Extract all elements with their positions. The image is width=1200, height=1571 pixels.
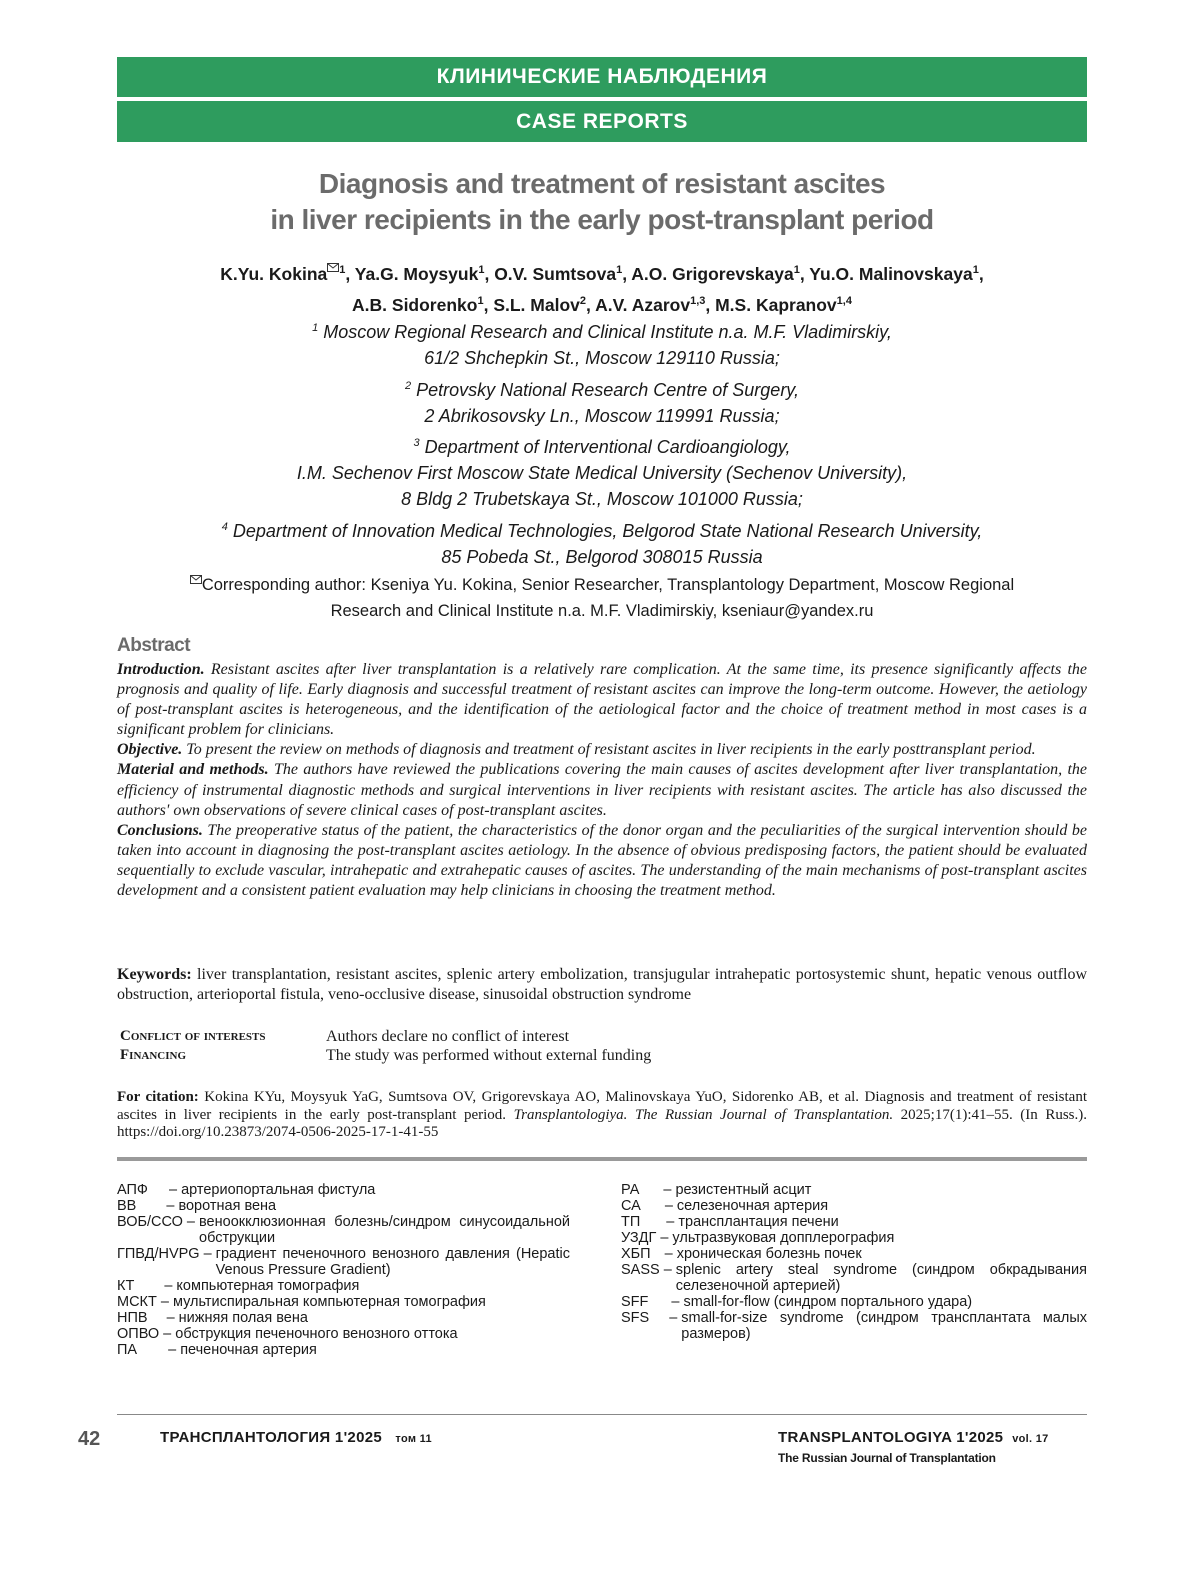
abbreviation-dash: – (186, 1214, 200, 1230)
abbreviation-item (621, 1182, 1087, 1198)
abbreviation-dash: – (166, 1198, 179, 1214)
author-name: Yu.O. Malinovskaya (809, 263, 973, 284)
abstract-heading: Abstract (117, 635, 191, 656)
abbreviation-dash: – (664, 1198, 677, 1214)
author-name: Ya.G. Moysyuk (354, 263, 479, 284)
abbreviation-item (621, 1214, 1087, 1230)
conflict-label: Conflict of interests (120, 1028, 266, 1044)
abbreviation-term: РА (621, 1182, 640, 1198)
abbreviation-item (621, 1246, 1087, 1262)
journal-volume-ru: том 11 (395, 1433, 432, 1445)
abbreviation-term: ГПВД/HVPG (117, 1246, 200, 1262)
author-name: M.S. Kapranov (715, 294, 837, 315)
abstract-label: Material and methods. (117, 761, 269, 779)
article-info (120, 1027, 651, 1065)
abbreviation-def: печеночная артерия (180, 1342, 317, 1358)
citation (117, 1089, 1087, 1142)
citation-doi: 2025;17(1):41–55. (In Russ.). https://doi.org/10.23873/2074-0506-2025-17-1-41-55 (117, 1106, 1088, 1140)
abstract-text: Resistant ascites after liver transplantation is a relatively rare complication. At the same time, its presence significantly affects the prognosis and quality of life. Early diagnosis and successful treatment of resistant ascites can improve the long-term outcome. However, the aetiology of post-transplant ascites is heterogeneous, and the identification of the aetiological factor and the choice of treatment method in most cases is a significant problem for clinicians. (117, 661, 1088, 739)
citation-journal: Transplantologiya. The Russian Journal of Transplantation. (513, 1106, 894, 1123)
affiliation-line: 61/2 Shchepkin St., Moscow 129110 Russia; (424, 348, 780, 368)
abstract-objective (117, 740, 1087, 760)
abbreviation-term: СА (621, 1198, 641, 1214)
abbreviation-term: УЗДГ (621, 1230, 657, 1246)
abbreviation-def: хроническая болезнь почек (676, 1246, 862, 1262)
abbreviation-item (117, 1246, 570, 1278)
author-sup: 1,3 (690, 294, 706, 307)
journal-volume-en: vol. 17 (1012, 1433, 1049, 1445)
abbreviations-right (621, 1182, 1087, 1342)
abbreviation-item (117, 1198, 570, 1214)
abbreviation-term: ВОБ/ССО (117, 1214, 183, 1230)
affiliation-2 (117, 373, 1087, 429)
section-title-en: CASE REPORTS (516, 110, 688, 133)
abbreviation-dash: – (168, 1182, 182, 1198)
affiliation-line: Department of Innovation Medical Technologies, Belgorod State National Research University, (232, 521, 983, 541)
abbreviation-dash: – (664, 1246, 677, 1262)
abstract-label: Introduction. (117, 661, 205, 678)
affiliation-1 (117, 315, 1087, 371)
author-sup: 1 (339, 264, 346, 276)
abstract-text: The authors have reviewed the publications covering the main causes of ascites development after liver transplantation, the efficiency of instrumental diagnostic methods and surgical interventions in liver recipients with resistant ascites. The article has also discussed the authors' own observations of severe clinical cases of post-transplant ascites. (117, 761, 1088, 819)
keywords-text: liver transplantation, resistant ascites, splenic artery embolization, transjugular intrahepatic portosystemic shunt, hepatic venous outflow obstruction, arterioportal fistula, veno-occlusive disease, sinusoidal obstruction syndrome (117, 966, 1088, 1003)
section-band-ru (117, 57, 1087, 97)
abbreviation-def: селезеночная артерия (676, 1198, 829, 1214)
keywords (117, 965, 1087, 1005)
affiliation-line: 8 Bldg 2 Trubetskaya St., Moscow 101000 Russia; (401, 489, 803, 509)
abbreviation-item (621, 1262, 1087, 1294)
abbreviation-def: обструкция печеночного венозного оттока (175, 1326, 458, 1342)
abbreviation-dash: – (663, 1182, 676, 1198)
abbreviation-def: small-for-flow (синдром портального удара) (683, 1294, 973, 1310)
journal-name-ru (160, 1429, 432, 1446)
author-sup: 1 (478, 264, 485, 276)
abbreviation-term: КТ (117, 1278, 135, 1294)
abstract-label: Conclusions. (117, 821, 203, 839)
corresponding-line-1: Corresponding author: Kseniya Yu. Kokina, Senior Researcher, Transplantology Department, Moscow Regional (201, 576, 1015, 594)
abbreviation-item (621, 1230, 1087, 1246)
abbreviation-dash: – (163, 1326, 176, 1342)
abbreviation-def: splenic artery steal syndrome (синдром обкрадывания селезеночной артерией) (675, 1262, 1087, 1294)
abbreviation-item (117, 1310, 570, 1326)
abbreviation-item (117, 1294, 570, 1310)
abbreviation-dash: – (166, 1310, 179, 1326)
author-line-1: K.Yu. Kokina $^1$, Ya.G. Moysyuk$^1$, O.V. Sumtsova$^1$, A.O. Grigorevskaya$^1$, Yu.O. Malinovskaya$^1$, (220, 263, 984, 284)
journal-title-ru: ТРАНСПЛАНТОЛОГИЯ 1'2025 (160, 1429, 383, 1446)
abbreviation-dash: – (660, 1230, 673, 1246)
affiliation-line: Moscow Regional Research and Clinical Institute n.a. M.F. Vladimirskiy, (323, 322, 892, 342)
author-sup: 1,4 (836, 294, 852, 307)
author-sup: 1 (477, 294, 484, 307)
author-name: K.Yu. Kokina (220, 263, 328, 284)
abstract-text: The preoperative status of the patient, the characteristics of the donor organ and the peculiarities of the surgical intervention should be taken into account in diagnosing the post-transplant ascites aetiology. In the absence of obvious predisposing factors, the patient should be evaluated sequentially to exclude vascular, intrahepatic and extrahepatic causes of ascites. The understanding of the main mechanisms of post-transplant ascites development and a consistent patient evaluation may help clinicians in choosing the treatment method. (117, 821, 1088, 900)
abbreviation-dash: – (666, 1214, 679, 1230)
abbreviation-item (621, 1310, 1087, 1342)
abbreviation-def: градиент печеночного венозного давления (Hepatic Venous Pressure Gradient) (215, 1246, 570, 1278)
journal-name-en (778, 1429, 1049, 1446)
abbreviation-item (117, 1326, 570, 1342)
abbreviation-def: small-for-size syndrome (синдром трансплантата малых размеров) (681, 1310, 1087, 1342)
affiliation-line: I.M. Sechenov First Moscow State Medical University (Sechenov University), (296, 463, 908, 483)
financing-row (120, 1046, 651, 1065)
abbreviation-dash: – (160, 1294, 173, 1310)
abbreviation-term: ВВ (117, 1198, 137, 1214)
author-sup: 1 (793, 264, 800, 276)
abbreviation-term: АПФ (117, 1182, 148, 1198)
affiliation-4 (117, 514, 1087, 570)
corresponding-line-2: Research and Clinical Institute n.a. M.F. Vladimirskiy, kseniaur@yandex.ru (330, 602, 874, 620)
abbreviation-def: резистентный асцит (675, 1182, 812, 1198)
abbreviation-def: веноокклюзионная болезнь/синдром синусоидальной обструкции (199, 1214, 570, 1246)
page-number: 42 (78, 1428, 101, 1450)
envelope-icon (190, 576, 202, 594)
abbreviation-item (117, 1214, 570, 1246)
abbreviation-item (117, 1182, 570, 1198)
abbreviation-dash: – (168, 1342, 181, 1358)
author-name: O.V. Sumtsova (494, 263, 617, 284)
abbreviation-def: артериопортальная фистула (181, 1182, 376, 1198)
abbreviations-left (117, 1182, 570, 1358)
abstract-text: To present the review on methods of diagnosis and treatment of resistant ascites in liver recipients in the early posttransplant period. (186, 741, 1036, 759)
abbreviation-def: воротная вена (178, 1198, 277, 1214)
citation-text: Kokina KYu, Moysyuk YaG, Sumtsova OV, Grigorevskaya AO, Malinovskaya YuO, Sidorenko AB, et al. Diagnosis and treatment of resistant ascites in liver recipients in the early post-transplant period. (117, 1089, 1088, 1123)
abbreviation-term: ПА (117, 1342, 138, 1358)
affiliation-line: Petrovsky National Research Centre of Surgery, (416, 380, 799, 400)
abbreviation-term: МСКТ (117, 1294, 157, 1310)
footer-divider (117, 1414, 1087, 1415)
abbreviation-def: нижняя полая вена (178, 1310, 308, 1326)
abstract-conclusions (117, 821, 1087, 901)
section-band-en (117, 101, 1087, 142)
abbreviation-term: ОПВО (117, 1326, 160, 1342)
title-line-2: in liver recipients in the early post-transplant period (270, 204, 934, 235)
author-sup: 1 (616, 264, 623, 276)
abbreviation-def: трансплантация печени (678, 1214, 839, 1230)
author-name: A.O. Grigorevskaya (631, 263, 794, 284)
journal-title-en: TRANSPLANTOLOGIYA 1'2025 (778, 1429, 1004, 1446)
abbreviation-item (117, 1342, 570, 1358)
author-sup: 1 (972, 264, 979, 276)
abstract-methods (117, 760, 1087, 820)
abbreviation-dash: – (164, 1278, 177, 1294)
abbreviation-term: ТП (621, 1214, 641, 1230)
abstract-introduction (117, 660, 1087, 740)
author-line-2: A.B. Sidorenko$^1$, S.L. Malov$^2$, A.V. Azarov$^{1,3}$, M.S. Kapranov$^{1,4}$ (352, 294, 852, 315)
corresponding-author (117, 572, 1087, 624)
section-title-ru: КЛИНИЧЕСКИЕ НАБЛЮДЕНИЯ (436, 65, 768, 88)
abbreviation-term: SASS (621, 1262, 660, 1278)
abbreviation-term: SFF (621, 1294, 649, 1310)
affiliation-line: 2 Abrikosovsky Ln., Moscow 119991 Russia; (424, 406, 780, 426)
article-title (117, 166, 1087, 238)
abbreviation-term: ХБП (621, 1246, 651, 1262)
affiliation-3 (117, 430, 1087, 512)
financing-label: Financing (120, 1047, 186, 1063)
abbreviation-def: ультразвуковая допплерография (672, 1230, 895, 1246)
keywords-label: Keywords: (117, 966, 192, 983)
affiliation-sup: 3 (413, 437, 420, 449)
abbreviation-item (621, 1294, 1087, 1310)
abbreviation-dash: – (663, 1262, 676, 1278)
abbreviation-term: SFS (621, 1310, 650, 1326)
affiliation-sup: 1 (312, 322, 319, 334)
conflict-value: Authors declare no conflict of interest (326, 1028, 570, 1045)
title-line-1: Diagnosis and treatment of resistant ascites (318, 168, 886, 199)
abbreviation-item (621, 1198, 1087, 1214)
abstract-label: Objective. (117, 741, 183, 759)
section-divider (117, 1157, 1087, 1161)
abbreviation-item (117, 1278, 570, 1294)
journal-subtitle: The Russian Journal of Transplantation (778, 1451, 996, 1465)
abbreviation-term: НПВ (117, 1310, 148, 1326)
envelope-icon (327, 264, 339, 284)
abbreviation-def: компьютерная томография (176, 1278, 360, 1294)
affiliation-line: Department of Interventional Cardioangiology, (424, 437, 791, 457)
citation-label: For citation: (117, 1089, 199, 1105)
abbreviation-dash: – (203, 1246, 216, 1262)
author-list (117, 257, 1087, 319)
conflict-row (120, 1027, 651, 1046)
affiliation-sup: 2 (405, 380, 412, 392)
abbreviation-def: мультиспиральная компьютерная томография (172, 1294, 486, 1310)
abbreviation-dash: – (669, 1310, 682, 1326)
abstract-body (117, 660, 1087, 901)
author-sup: 2 (579, 294, 586, 307)
abbreviation-dash: – (671, 1294, 684, 1310)
author-name: S.L. Malov (493, 294, 580, 315)
author-name: A.B. Sidorenko (352, 294, 478, 315)
affiliation-line: 85 Pobeda St., Belgorod 308015 Russia (441, 547, 763, 567)
author-name: A.V. Azarov (595, 294, 691, 315)
affiliation-sup: 4 (221, 521, 228, 533)
financing-value: The study was performed without external funding (326, 1047, 652, 1064)
